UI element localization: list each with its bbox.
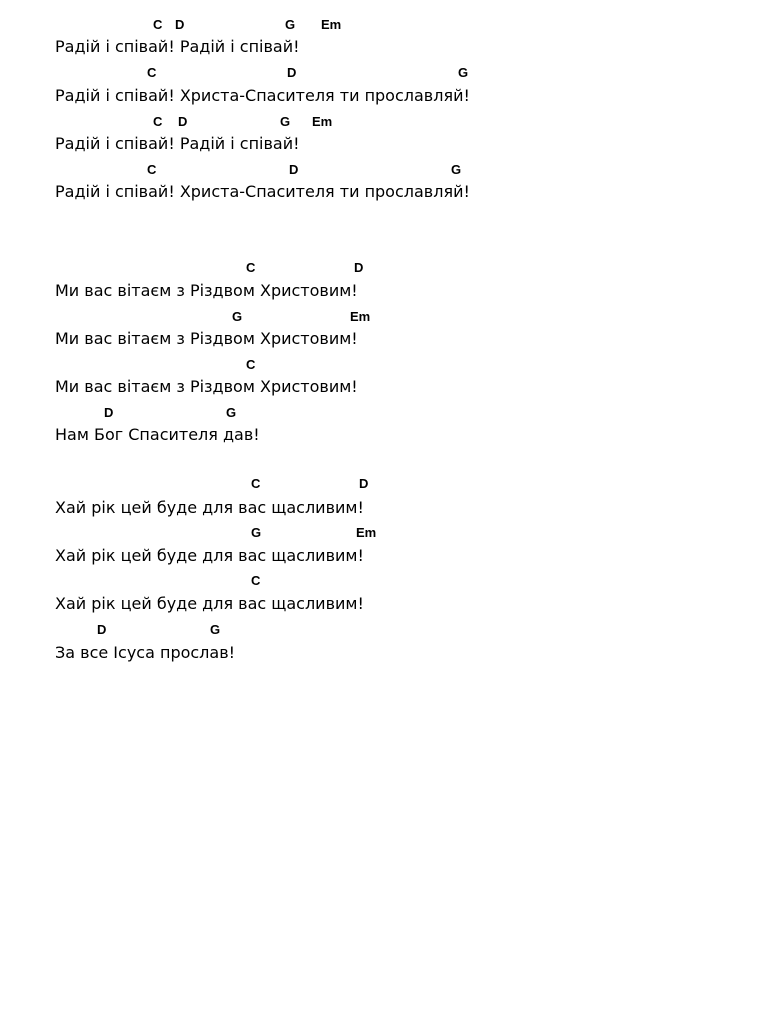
chord: D xyxy=(287,65,297,80)
chord: D xyxy=(359,476,369,491)
chord: G xyxy=(280,114,291,129)
chord: Em xyxy=(321,17,342,32)
lyric-line: Ми вас вітаєм з Різдвом Христовим! xyxy=(55,281,358,300)
lyric-line: Нам Бог Спасителя дав! xyxy=(55,425,260,444)
chord: D xyxy=(175,17,185,32)
chord: D xyxy=(104,405,114,420)
lyric-line: Радій і співай! Христа-Спасителя ти прославляй! xyxy=(55,182,470,201)
chord: G xyxy=(458,65,469,80)
chord: D xyxy=(354,260,364,275)
chord: G xyxy=(232,309,243,324)
chord: G xyxy=(251,525,262,540)
lyric-line: Радій і співай! Радій і співай! xyxy=(55,134,300,153)
chord: C xyxy=(246,357,256,372)
chord: Em xyxy=(312,114,333,129)
chord: C xyxy=(147,162,157,177)
lyric-line: За все Ісуса прослав! xyxy=(55,643,236,662)
chord: C xyxy=(147,65,157,80)
lyric-line: Радій і співай! Радій і співай! xyxy=(55,37,300,56)
lyric-line: Ми вас вітаєм з Різдвом Христовим! xyxy=(55,377,358,396)
chord: D xyxy=(178,114,188,129)
chord: Em xyxy=(350,309,371,324)
lyric-line: Хай рік цей буде для вас щасливим! xyxy=(55,594,364,613)
chord: C xyxy=(153,17,163,32)
chord: C xyxy=(251,573,261,588)
chord: G xyxy=(451,162,462,177)
chord: C xyxy=(251,476,261,491)
chord: G xyxy=(210,622,221,637)
lyric-line: Хай рік цей буде для вас щасливим! xyxy=(55,546,364,565)
chord: G xyxy=(285,17,296,32)
chord: D xyxy=(289,162,299,177)
chord: G xyxy=(226,405,237,420)
lyric-line: Хай рік цей буде для вас щасливим! xyxy=(55,498,364,517)
chord: D xyxy=(97,622,107,637)
chord: C xyxy=(153,114,163,129)
lyric-line: Ми вас вітаєм з Різдвом Христовим! xyxy=(55,329,358,348)
lyric-line: Радій і співай! Христа-Спасителя ти прославляй! xyxy=(55,86,470,105)
chord: Em xyxy=(356,525,377,540)
chord: C xyxy=(246,260,256,275)
